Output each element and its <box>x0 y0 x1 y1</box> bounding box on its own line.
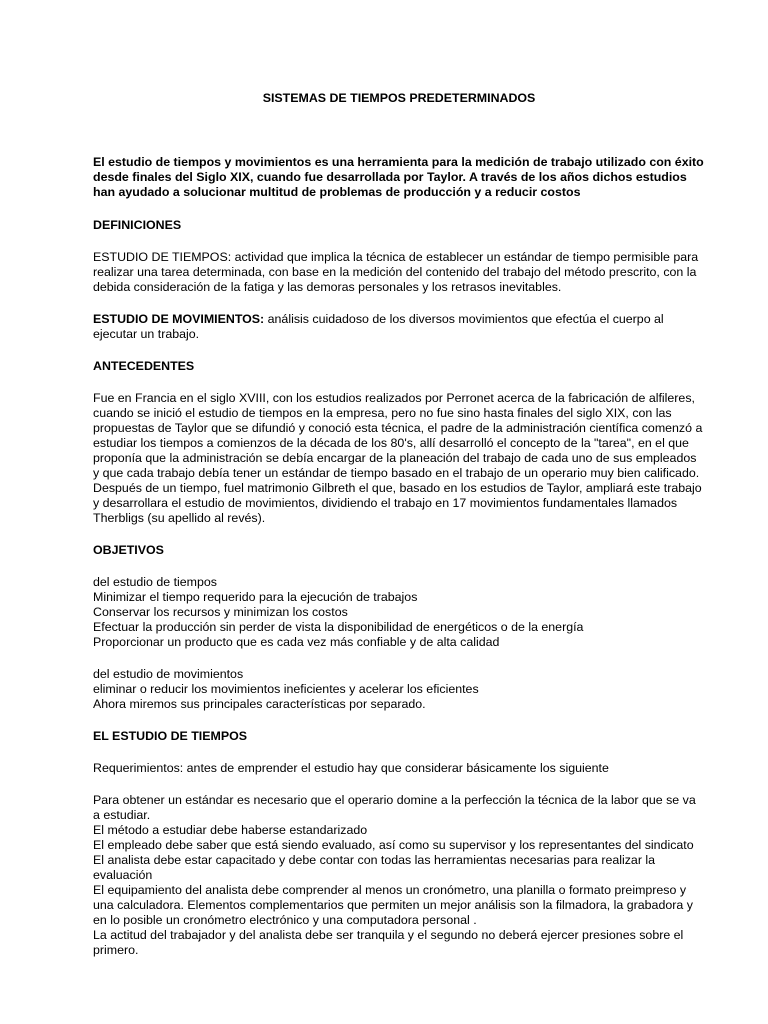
objetivo-movimientos-line: del estudio de movimientos <box>93 667 244 681</box>
objetivo-movimientos-line: eliminar o reducir los movimientos ineficientes y acelerar los eficientes <box>93 682 479 696</box>
objetivos-movimientos-list <box>93 667 705 712</box>
definition-movimientos-text: análisis cuidadoso de los diversos movimientos que efectúa el cuerpo al ejecutar un trabajo. <box>93 312 664 341</box>
objetivo-tiempos-line: Efectuar la producción sin perder de vista la disponibilidad de energéticos o de la energía <box>93 620 584 634</box>
objetivo-tiempos-line: Minimizar el tiempo requerido para la ejecución de trabajos <box>93 590 418 604</box>
objetivos-tiempos-list <box>93 575 705 650</box>
objetivo-tiempos-line: del estudio de tiempos <box>93 575 217 589</box>
requerimientos-paragraph: Requerimientos: antes de emprender el estudio hay que considerar básicamente los siguiente <box>93 761 609 775</box>
requerimiento-line: El empleado debe saber que está siendo evaluado, así como su supervisor y los representantes del sindicato <box>93 838 694 852</box>
objetivo-tiempos-line: Conservar los recursos y minimizan los costos <box>93 605 348 619</box>
intro-paragraph: El estudio de tiempos y movimientos es una herramienta para la medición de trabajo utilizado con éxito desde finales del Siglo XIX, cuando fue desarrollada por Taylor. A través de los años dichos estudios han ayudado a solucionar multitud de problemas de producción y a reducir costos <box>93 155 704 199</box>
heading-antecedentes: ANTECEDENTES <box>93 359 195 373</box>
heading-objetivos: OBJETIVOS <box>93 543 164 557</box>
heading-estudio-tiempos: EL ESTUDIO DE TIEMPOS <box>93 729 247 743</box>
document-title: SISTEMAS DE TIEMPOS PREDETERMINADOS <box>262 91 536 105</box>
document-content <box>93 91 705 975</box>
objetivo-movimientos-line: Ahora miremos sus principales características por separado. <box>93 697 426 711</box>
antecedentes-paragraph: Fue en Francia en el siglo XVIII, con los estudios realizados por Perronet acerca de la fabricación de alfileres, cuando se inició el estudio de tiempos en la empresa, pero no fue sino hasta finales del siglo XIX, con las propuestas de Taylor que se difundió y conoció esta técnica, el padre de la administración científica comenzó a estudiar los tiempos a comienzos de la década de los 80's, allí desarrolló el concepto de la "tarea", en el que proponía que la administración se debía encargar de la planeación del trabajo de cada uno de sus empleados y que cada trabajo debía tener un estándar de tiempo basado en el trabajo de un operario muy bien calificado. Después de un tiempo, fuel matrimonio Gilbreth el que, basado en los estudios de Taylor, ampliará este trabajo y desarrollara el estudio de movimientos, dividiendo el trabajo en 17 movimientos fundamentales llamados Therbligs (su apellido al revés). <box>93 391 703 525</box>
requerimiento-line: La actitud del trabajador y del analista debe ser tranquila y el segundo no deberá ejercer presiones sobre el primero. <box>93 928 684 957</box>
definition-estudio-tiempos: ESTUDIO DE TIEMPOS: actividad que implica la técnica de establecer un estándar de tiempo permisible para realizar una tarea determinada, con base en la medición del contenido del trabajo del método prescrito, con la debida consideración de la fatiga y las demoras personales y los retrasos inevitables. <box>93 250 699 294</box>
objetivo-tiempos-line: Proporcionar un producto que es cada vez más confiable y de alta calidad <box>93 635 500 649</box>
requerimiento-line: El equipamiento del analista debe comprender al menos un cronómetro, una planilla o formato preimpreso y una calculadora. Elementos complementarios que permiten un mejor análisis son la filmadora, la grabadora y en lo posible un cronómetro electrónico y una computadora personal . <box>93 883 693 927</box>
definition-movimientos-label: ESTUDIO DE MOVIMIENTOS: <box>93 312 265 326</box>
heading-definiciones: DEFINICIONES <box>93 218 182 232</box>
definition-estudio-movimientos <box>93 312 705 342</box>
requerimientos-list <box>93 793 705 958</box>
requerimiento-line: El método a estudiar debe haberse estandarizado <box>93 823 368 837</box>
requerimiento-line: Para obtener un estándar es necesario que el operario domine a la perfección la técnica de la labor que se va a estudiar. <box>93 793 696 822</box>
requerimiento-line: El analista debe estar capacitado y debe contar con todas las herramientas necesarias para realizar la evaluación <box>93 853 656 882</box>
